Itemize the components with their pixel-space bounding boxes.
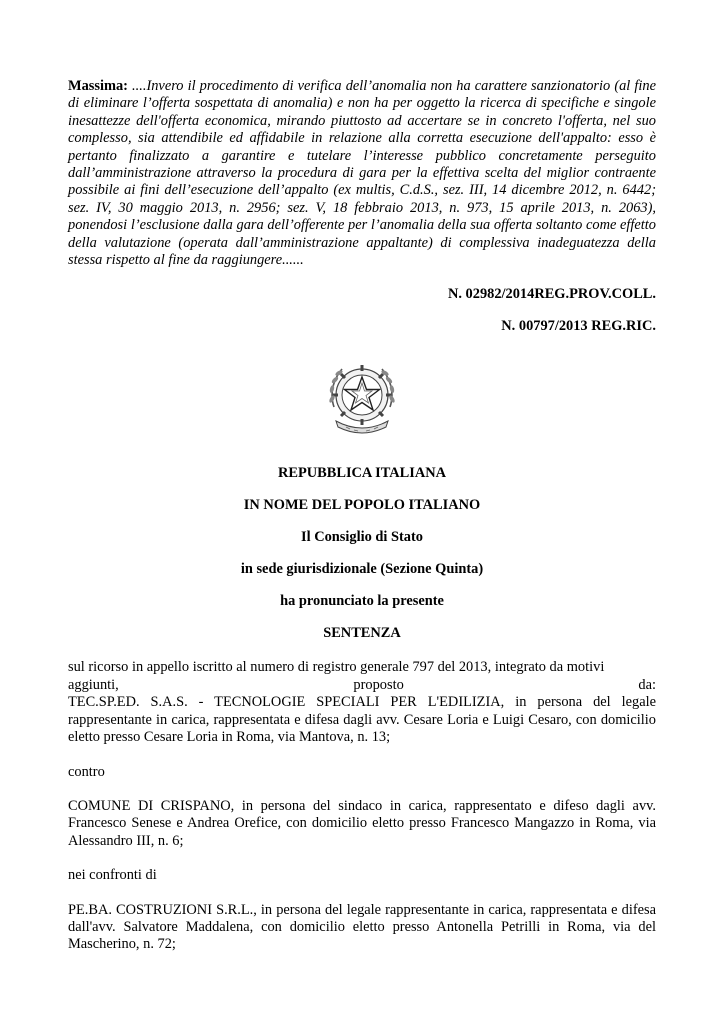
massima-text: ....Invero il procedimento di verifica dell’anomalia non ha carattere sanzionatorio (al fine di eliminare l’offerta sospettata di anomalia) e non ha per oggetto la ricerca di specifiche e singole inesattezze dell'offerta economica, mirando piuttosto ad accertare se in concreto l'offerta, nel suo complesso, sia attendibile ed affidabile in relazione alla corretta esecuzione dell'appalto: esso è pertanto finalizzato a garantire e tutelare l’interesse pubblico concretamente perseguito dall’amministrazione attraverso la procedura di gara per la effettiva scelta del miglior contraente possibile ai fini dell’esecuzione dell’appalto (ex multis, C.d.S., sez. III, 14 dicembre 2012, n. 6442; sez. IV, 30 maggio 2013, n. 2956; sez. V, 18 febbraio 2013, n. 973, 15 aprile 2013, n. 2063), ponendosi l’esclusione dalla gara dell’offerente per l’anomalia della sua offerta soltanto come effetto della valutazione (operata dall’amministrazione appaltante) di complessiva inadeguatezza della stessa rispetto al fine da raggiungere......: [68, 78, 656, 269]
massima-paragraph: [68, 78, 656, 269]
appeal-word-1: aggiunti,: [68, 676, 119, 693]
respondent-paragraph: COMUNE DI CRISPANO, in persona del sindaco in carica, rappresentato e difeso dagli avv. Francesco Senese e Andrea Orefice, con domicilio eletto presso Francesco Mangazzo in Roma, via Alessandro III, n. 6;: [68, 797, 656, 849]
appeal-line-2: [68, 677, 656, 694]
heading-sentence: SENTENZA: [323, 625, 401, 642]
appeal-word-2: proposto: [353, 676, 404, 693]
heading-council: Il Consiglio di Stato: [301, 529, 423, 546]
emblem-container: [68, 355, 656, 439]
contro-label: contro: [68, 763, 105, 780]
counterparty-paragraph: PE.BA. COSTRUZIONI S.R.L., in persona del legale rappresentante in carica, rappresentata e difesa dall'avv. Salvatore Maddalena, con domicilio eletto presso Antonella Petrilli in Roma, via del Mascherino, n. 72;: [68, 901, 656, 953]
reg-ric-number: N. 00797/2013 REG.RIC.: [501, 318, 656, 335]
heading-republic: REPUBBLICA ITALIANA: [277, 465, 447, 482]
document-page: [68, 78, 656, 954]
nei-confronti-label: nei confronti di: [68, 867, 157, 884]
appeal-word-3: da:: [638, 676, 656, 693]
appellant-paragraph: TEC.SP.ED. S.A.S. - TECNOLOGIE SPECIALI PER L'EDILIZIA, in persona del legale rappresentante in carica, rappresentata e difesa dagli avv. Cesare Loria e Luigi Cesaro, con domicilio eletto presso Cesare Loria in Roma, via Mantova, n. 13;: [68, 694, 656, 746]
heading-people: IN NOME DEL POPOLO ITALIANO: [243, 497, 481, 514]
heading-pronounced: ha pronunciato la presente: [280, 593, 444, 610]
appeal-line-1-text: sul ricorso in appello iscritto al numero di registro generale 797 del 2013, integrato da motivi: [68, 659, 605, 676]
appeal-block: [68, 659, 656, 746]
appeal-line-1: [68, 659, 656, 676]
reg-prov-number: N. 02982/2014REG.PROV.COLL.: [447, 286, 656, 303]
heading-seat: in sede giurisdizionale (Sezione Quinta): [240, 561, 484, 578]
massima-label: Massima:: [68, 78, 128, 94]
italian-republic-emblem-icon: [320, 355, 404, 439]
